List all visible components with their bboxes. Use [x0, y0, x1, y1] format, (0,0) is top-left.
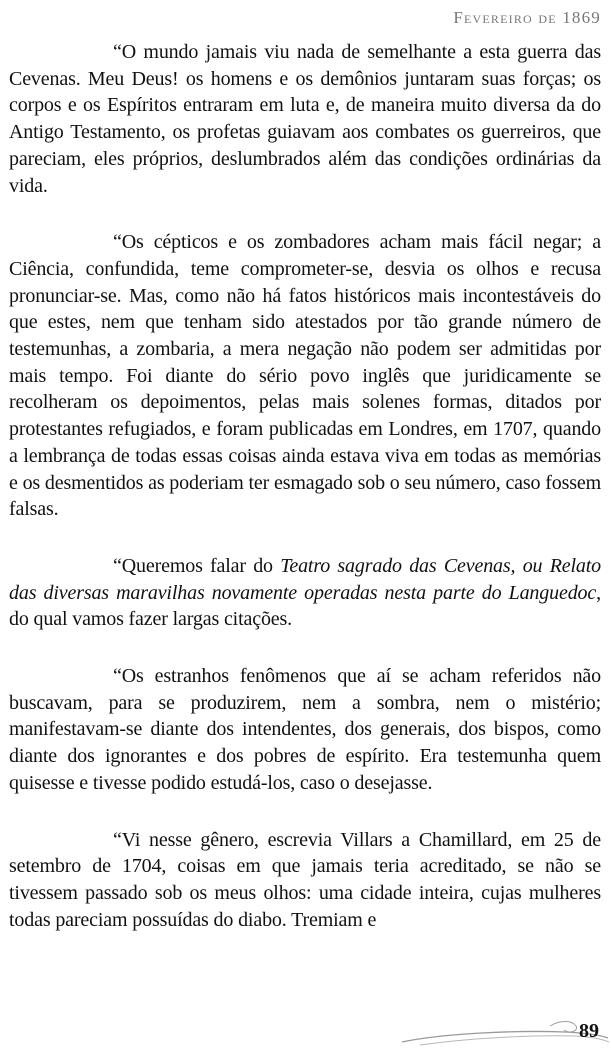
paragraph-4: “Os estranhos fenômenos que aí se acham referidos não buscavam, para se produzirem, nem a sombra, nem o mistério; manifestavam-se diante dos intendentes, dos generais, dos bispos, como diante dos ignorantes e dos pobres de espírito. Era testemunha quem quisesse e tivesse podido estudá-los, caso o desejasse.	[9, 665, 601, 794]
book-title: Teatro sagrado das Cevenas, ou Relato das diversas maravilhas novamente operadas nesta parte do Languedoc	[9, 554, 601, 604]
page-body	[9, 39, 601, 963]
paragraph-3	[9, 553, 601, 633]
paragraph-5: “Vi nesse gênero, escrevia Villars a Chamillard, em 25 de setembro de 1704, coisas em que jamais teria acreditado, se não se tivessem passado sob os meus olhos: uma cidade inteira, cujas mulheres todas pareciam possuídas do diabo. Tremiam e	[9, 828, 601, 931]
paragraph-3-suffix: , do qual vamos fazer largas citações.	[9, 581, 601, 631]
page-number: 89	[579, 1020, 599, 1042]
running-header: Fevereiro de 1869	[453, 8, 601, 27]
paragraph-2: “Os cépticos e os zombadores acham mais fácil negar; a Ciência, confundida, teme comprometer-se, desvia os olhos e recusa pronunciar-se. Mas, como não há fatos históricos mais incontestáveis do que estes, nem que tenham sido atestados por tão grande número de testemunhas, a zombaria, a mera negação não podem ser admitidas por mais tempo. Foi diante do sério povo inglês que juridicamente se recolheram os depoimentos, pelas mais solenes formas, ditados por protestantes refugiados, e foram publicadas em Londres, em 1707, quando a lembrança de todas essas coisas ainda estava viva em todas as memórias e os desmentidos as poderiam ter esmagado sob o seu número, caso fossem falsas.	[9, 231, 601, 521]
paragraph-1: “O mundo jamais viu nada de semelhante a esta guerra das Cevenas. Meu Deus! os homens e os demônios juntaram suas forças; os corpos e os Espíritos entraram em luta e, de maneira muito diversa da do Antigo Testamento, os profetas guiavam aos combates os guerreiros, que pareciam, eles próprios, deslumbrados além das condições ordinárias da vida.	[9, 41, 601, 197]
paragraph-3-prefix: “Queremos falar do	[113, 554, 281, 577]
